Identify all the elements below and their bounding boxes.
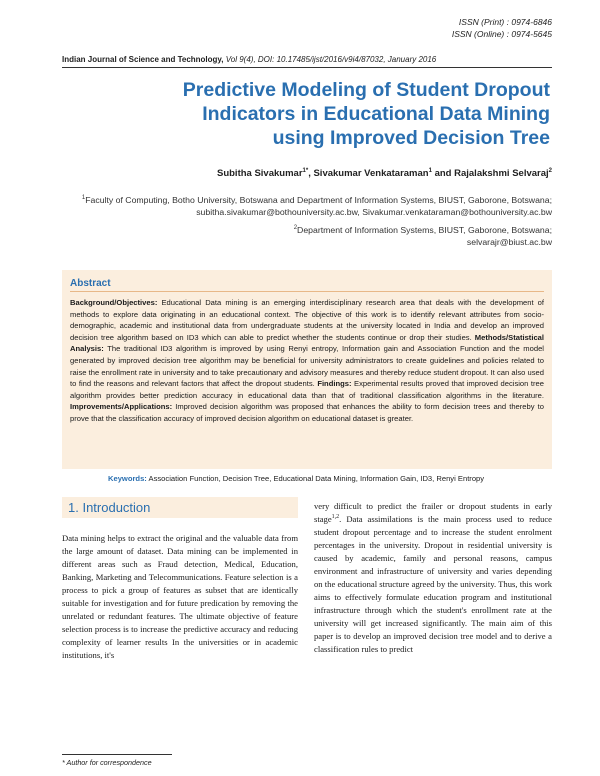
author-list xyxy=(100,168,552,179)
issn-print: ISSN (Print) : 0974-6846 xyxy=(458,17,552,27)
journal-details: Vol 9(4), DOI: 10.17485/ijst/2016/v9i4/87032, January 2016 xyxy=(223,55,437,64)
abstract-paragraph: Educational Data mining is an emerging interdisciplinary research area that deals with the development of methods to explore data originating in an educational context. The objective of this work is to identify relevant attributes from socio-demographic, academic and institutional data from undergraduate students at the university located in India and develop an improved decision tree algorithm based on ID3 which can able to predict whether the students continue or drop their studies. xyxy=(70,298,544,342)
abstract-label: Methods/Statistical Analysis: xyxy=(70,332,544,354)
intro-right-column xyxy=(314,500,552,656)
abstract-label: Findings: xyxy=(317,379,352,389)
affiliation-text: Department of Information Systems, BIUST, Gaborone, Botswana; selvarajr@biust.ac.bw xyxy=(297,225,552,248)
paper-title: Predictive Modeling of Student Dropout Indicators in Educational Data Mining using Improved Decision Tree xyxy=(182,79,550,149)
affiliation-2 xyxy=(252,224,552,249)
abstract-paragraph: Improved decision algorithm was proposed that enhances the ability to form decision trees and thereby to prove that the classification accuracy of improved decision algorithm on educational dataset is greater. xyxy=(70,402,544,423)
abstract-paragraph: Experimental results proved that improved decision tree algorithm provides better prediction accuracy in educational data than that of traditional classification algorithms in the literature. xyxy=(70,379,544,400)
affiliation-text: Faculty of Computing, Botho University, Botswana and Department of Information Systems, BIUST, Gaborone, Botswana; subitha.sivakumar@bothouniversity.ac.bw, Sivakumar.venkataraman@bothouniversity.ac.bw xyxy=(85,195,552,218)
author-name: Rajalakshmi Selvaraj xyxy=(454,168,549,179)
abstract-paragraph: The traditional ID3 algorithm is improved by using Renyi entropy, Information gain and Association Function and the model generated by improved decision tree algorithm may be beneficial for university administrators to create guidelines and policies related to raise the enrollment rate in university and to take precautionary and advisory measures and thereby reduce student dropout. It can also used to find the reasons and relevant factors that affect the dropout students. xyxy=(70,344,544,389)
abstract-body xyxy=(70,297,544,425)
abstract-heading: Abstract xyxy=(70,278,111,289)
author-name: Sivakumar Venkataraman xyxy=(313,168,429,179)
keywords-line xyxy=(108,474,558,483)
keywords-list: Association Function, Decision Tree, Educational Data Mining, Information Gain, ID3, Renyi Entropy xyxy=(146,474,485,483)
section-heading-box xyxy=(62,497,298,518)
footnote-rule xyxy=(62,754,172,755)
author-separator: , xyxy=(308,168,314,179)
abstract-label: Improvements/Applications: xyxy=(70,402,173,412)
intro-paragraph: . Data assimilations is the main process used to reduce student dropout percentage and to increase the student enrolment percentages in the university. Dropout in residential university is caused by academic, family and personal reasons, campus environment and infrastructure of university and varies depending on the educational structure agreed by the university. Thus, this work aims to effectively formulate education program and institutional infrastructure through which the student's enrollment rate at the university will get increased significantly. The main aim of this paper is to develop an improved decision tree model and to derive a classification rules to predict xyxy=(314,514,552,654)
issn-online: ISSN (Online) : 0974-5645 xyxy=(451,29,552,39)
journal-name: Indian Journal of Science and Technology, xyxy=(62,55,224,64)
citation-superscript: 1,2 xyxy=(331,514,340,521)
author-separator: and xyxy=(431,168,455,179)
abstract-box xyxy=(62,270,552,469)
affiliation-superscript: 2 xyxy=(293,225,298,232)
abstract-rule xyxy=(70,291,544,292)
journal-line xyxy=(62,55,562,64)
author-superscript: 1 xyxy=(428,167,432,174)
intro-left-column: Data mining helps to extract the original and the valuable data from the large amount of dataset. Data mining can be implemented in different areas such as Fraud detection, Medical, Education, Banking, Marketing and Telecommunications. Feature selection is a process to pick a group of features as subset that are identically suitable for investigation and for future predication by removing the unrelated or redundant features. The ultimate objective of feature selection process is to increase the predictive accuracy and reducing complexity of learner results In the universities or in academic institutions, it's xyxy=(62,533,298,660)
abstract-label: Background/Objectives: xyxy=(70,298,158,307)
footnote: * Author for correspondence xyxy=(62,758,152,767)
author-superscript: 1* xyxy=(302,167,309,174)
author-superscript: 2 xyxy=(548,167,552,174)
header-rule xyxy=(62,67,552,68)
intro-paragraph: very difficult to predict the frailer or dropout students in early stage xyxy=(314,501,552,524)
author-name: Subitha Sivakumar xyxy=(216,168,303,179)
affiliation-superscript: 1 xyxy=(81,195,86,202)
keywords-label: Keywords: xyxy=(108,474,147,483)
section-heading: 1. Introduction xyxy=(68,500,151,515)
affiliation-1 xyxy=(62,194,552,219)
